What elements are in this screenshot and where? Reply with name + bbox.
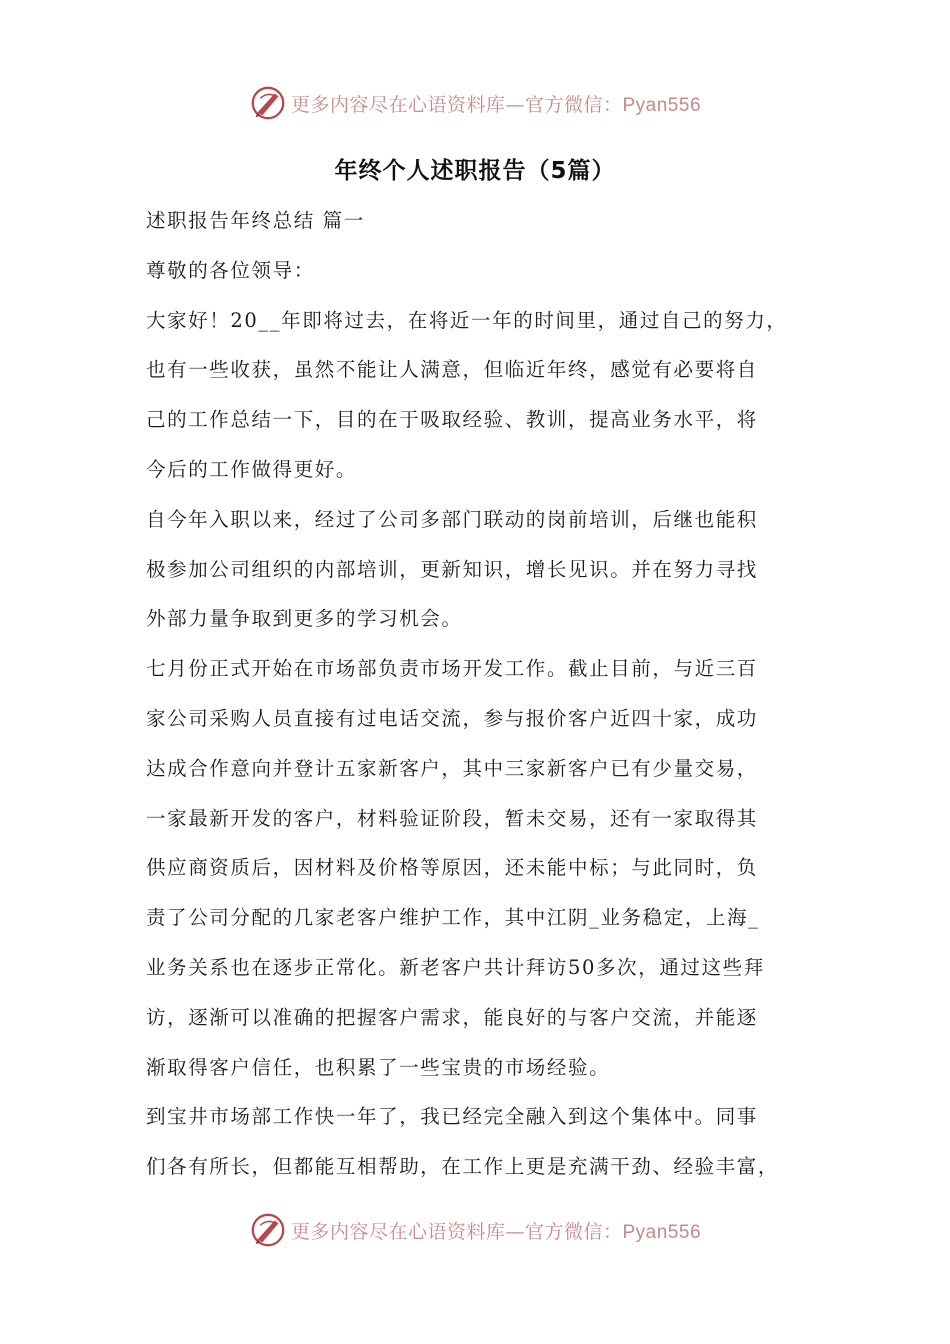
body-line: 到宝井市场部工作快一年了，我已经完全融入到这个集体中。同事 [146,1105,758,1129]
body-line: 述职报告年终总结 篇一 [146,209,365,232]
watermark-text: 更多内容尽在心语资料库—官方微信： [290,1220,623,1243]
footer-watermark [0,1210,950,1250]
body-line: 责了公司分配的几家老客户维护工作，其中江阴_业务稳定，上海_ [146,906,760,930]
body-line: 今后的工作做得更好。 [146,457,358,481]
header-watermark [0,83,950,123]
watermark-wechat-id: Pyan556 [622,1221,702,1243]
body-line: 七月份正式开始在市场部负责市场开发工作。截止目前，与近三百 [146,657,758,681]
watermark-wechat-id: Pyan556 [622,94,702,116]
pen-logo-icon [249,1211,287,1249]
body-line: 渐取得客户信任，也积累了一些宝贵的市场经验。 [146,1055,611,1079]
body-line: 访，逐渐可以准确的把握客户需求，能良好的与客户交流，并能逐 [146,1005,758,1029]
pen-logo-icon [249,84,287,122]
body-line: 己的工作总结一下，目的在于吸取经验、教训，提高业务水平，将 [146,408,758,432]
body-line: 也有一些收获，虽然不能让人满意，但临近年终，感觉有必要将自 [146,358,758,382]
body-line: 达成合作意向并登计五家新客户，其中三家新客户已有少量交易， [146,756,758,780]
watermark-text: 更多内容尽在心语资料库—官方微信： [290,93,623,116]
body-line: 业务关系也在逐步正常化。新老客户共计拜访50多次，通过这些拜 [146,955,765,979]
body-line: 家公司采购人员直接有过电话交流，参与报价客户近四十家，成功 [146,706,758,730]
body-line: 供应商资质后，因材料及价格等原因，还未能中标；与此同时，负 [146,856,758,880]
body-line: 一家最新开发的客户，材料验证阶段，暂未交易，还有一家取得其 [146,806,758,830]
body-line: 大家好！20__年即将过去，在将近一年的时间里，通过自己的努力， [146,308,788,332]
body-line: 自今年入职以来，经过了公司多部门联动的岗前培训，后继也能积 [146,507,758,531]
document-body [146,196,810,1192]
document-title: 年终个人述职报告（5篇） [334,158,616,184]
body-line: 们各有所长，但都能互相帮助，在工作上更是充满干劲、经验丰富， [146,1155,780,1179]
body-line: 尊敬的各位领导： [146,258,315,282]
body-line: 极参加公司组织的内部培训，更新知识，增长见识。并在努力寻找 [146,557,758,581]
body-line: 外部力量争取到更多的学习机会。 [146,607,463,631]
